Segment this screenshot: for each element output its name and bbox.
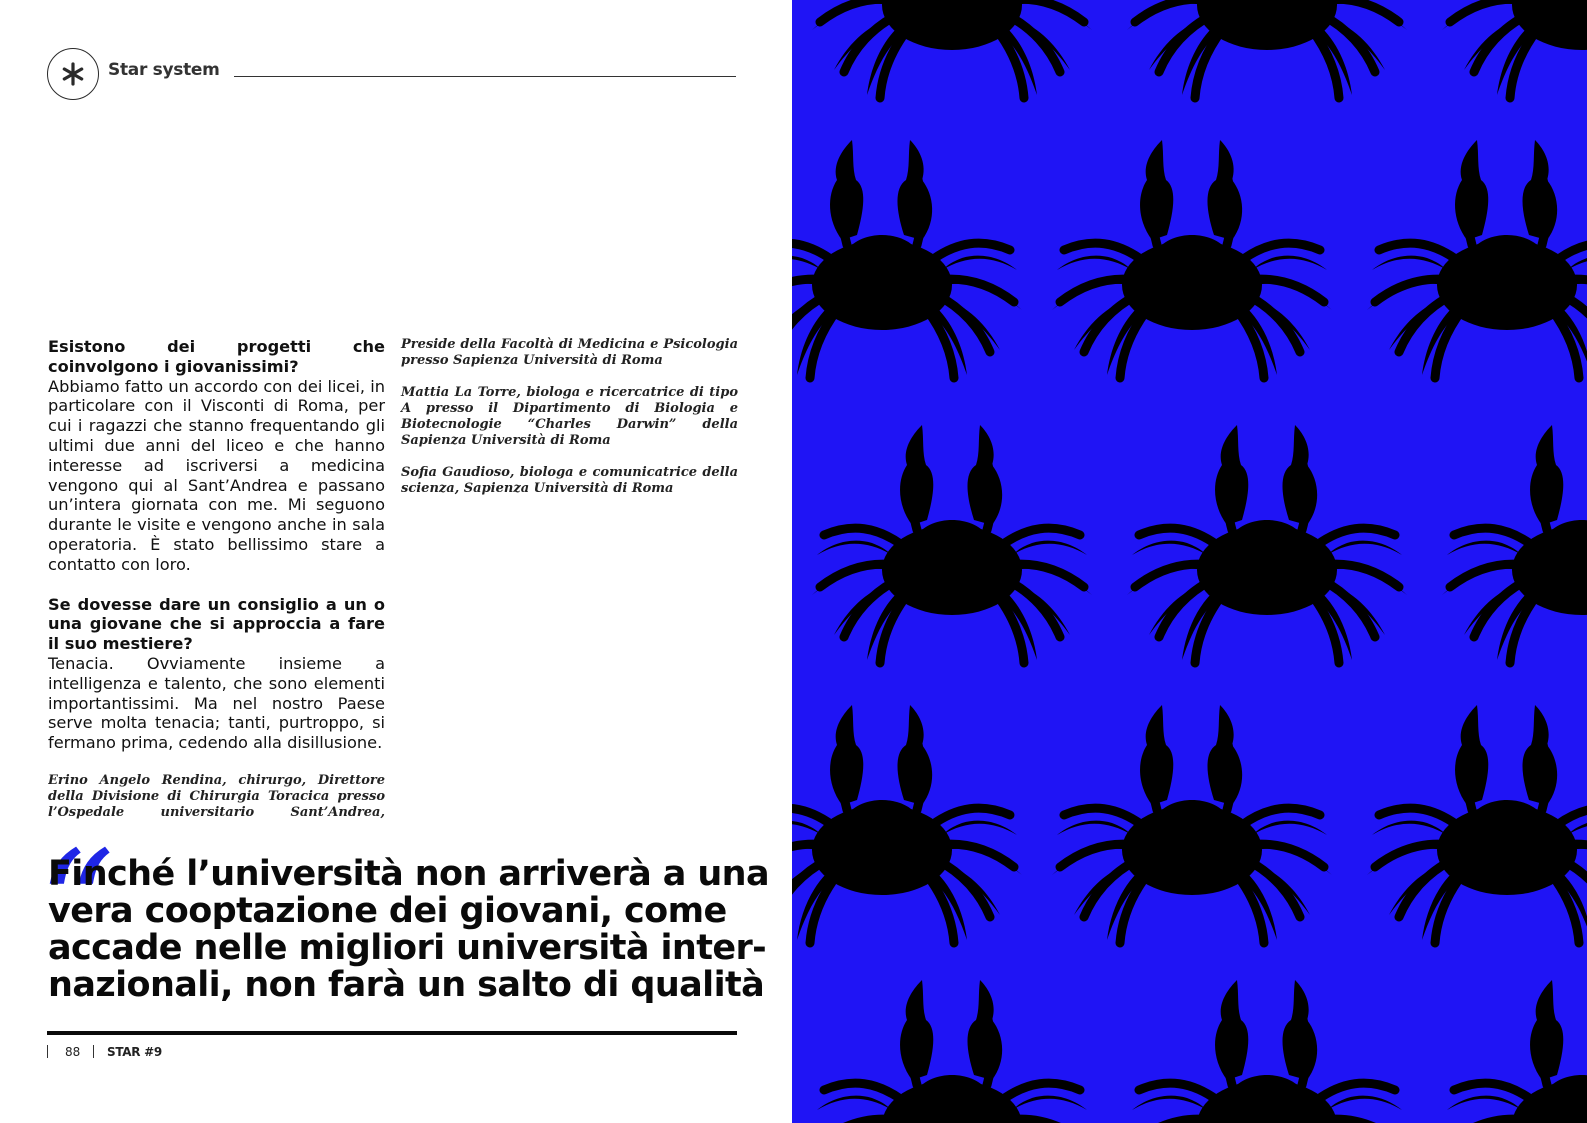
question-2: Se dovesse dare un consiglio a un o una giovane che si approccia a fare il suo mestiere? bbox=[48, 594, 385, 654]
crab-illustration bbox=[792, 0, 1587, 1123]
answer-2: Tenacia. Ovviamente insieme a intelligenza e talento, che sono elementi importantissimi. Ma nel nostro Paese serve molta tenacia; tanti, purtroppo, si fermano prima, cedendo alla disillusione. bbox=[48, 653, 385, 753]
credit-rendina: Erino Angelo Rendina, chirurgo, Direttore della Divisione di Chirurgia Toracica presso l’Ospedale universitario Sant’Andrea, bbox=[48, 772, 385, 820]
pull-quote-line: vera cooptazione dei giovani, come bbox=[48, 891, 727, 931]
pull-quote-line: accade nelle migliori università inter- bbox=[48, 928, 767, 968]
pull-quote-line: Finché l’università non arriverà a una bbox=[48, 854, 769, 894]
asterisk-icon bbox=[61, 62, 85, 86]
credit-latorre: Mattia La Torre, biologa e ricercatrice di tipo A presso il Dipartimento di Biologia e Biotecnologie “Charles Darwin” della Sapienza Università di Roma bbox=[401, 385, 738, 448]
text-column-right bbox=[401, 337, 738, 513]
quote-mark: “ bbox=[38, 820, 107, 994]
credit-gaudioso: Sofia Gaudioso, biologa e comunicatrice della scienza, Sapienza Università di Roma bbox=[401, 465, 738, 496]
credit-rendina-clip bbox=[48, 773, 385, 821]
page-number: 88 bbox=[65, 1045, 81, 1059]
pull-quote bbox=[48, 854, 769, 1005]
header-rule bbox=[234, 76, 736, 77]
issue-label: STAR #9 bbox=[107, 1045, 162, 1059]
text-column-left bbox=[48, 337, 385, 821]
pull-quote-line: nazionali, non farà un salto di qualità bbox=[48, 965, 765, 1005]
footer-rule bbox=[47, 1031, 737, 1035]
section-label: Star system bbox=[108, 60, 220, 80]
crab-pattern-image bbox=[792, 0, 1587, 1123]
footer-divider bbox=[47, 1045, 48, 1058]
answer-1: Abbiamo fatto un accordo con dei licei, in particolare con il Visconti di Roma, per cui i ragazzi che stanno frequentando gli ultimi due anni del liceo e che hanno interesse ad iscriversi a medicina vengono qui al Sant’Andrea e passano un’intera giornata con me. Mi seguono durante le visite e vengono anche in sala operatoria. È stato bellissimo stare a contatto con loro. bbox=[48, 376, 385, 574]
question-1: Esistono dei progetti che coinvolgono i giovanissimi? bbox=[48, 337, 385, 376]
left-page bbox=[0, 0, 792, 1123]
section-logo bbox=[47, 48, 99, 100]
footer-divider bbox=[93, 1045, 94, 1058]
credit-rendina-continued: Preside della Facoltà di Medicina e Psicologia presso Sapienza Università di Roma bbox=[401, 337, 738, 368]
